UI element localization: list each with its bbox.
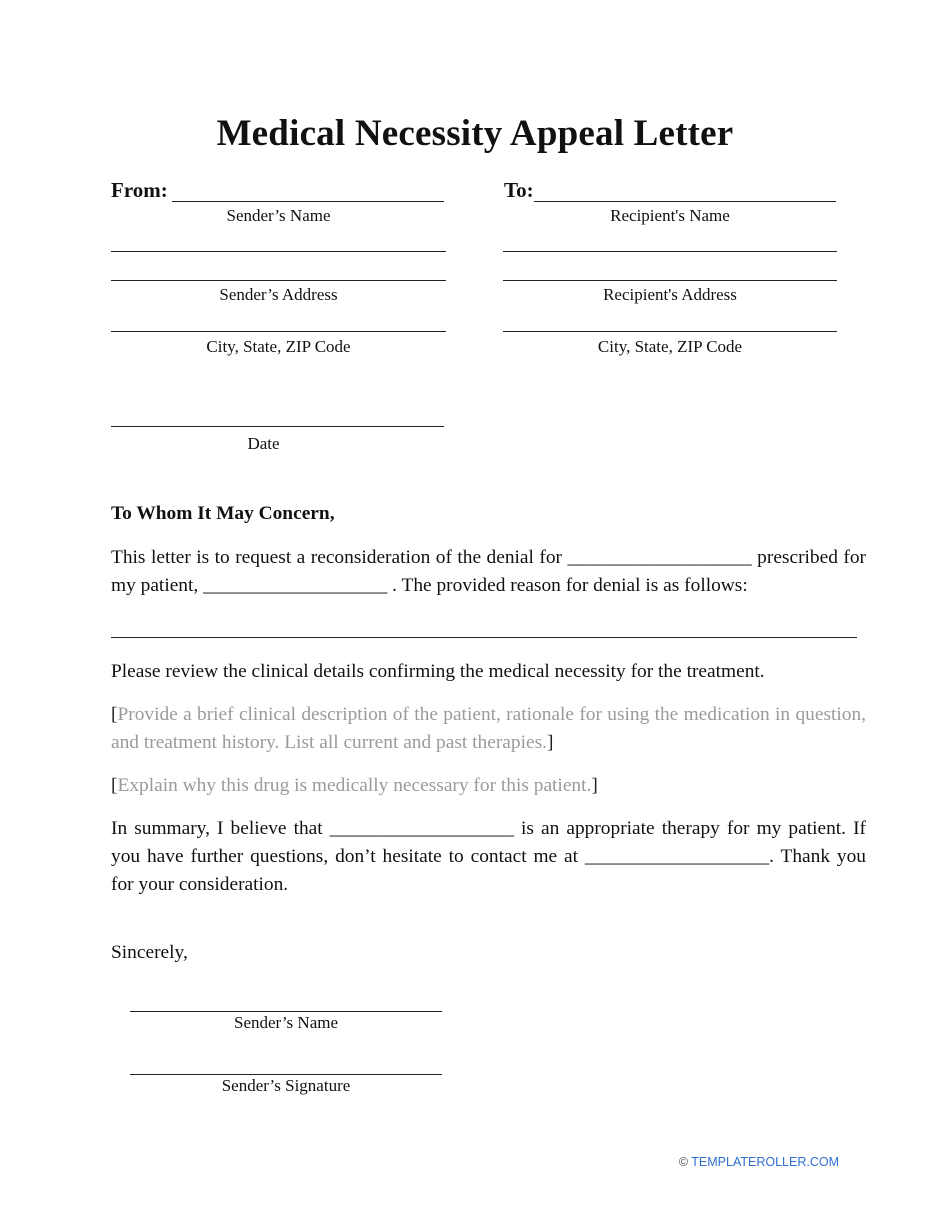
footer [679,1155,839,1169]
recipient-address-caption: Recipient's Address [603,285,737,304]
recipient-name-caption: Recipient's Name [610,206,730,225]
copyright-icon: © [678,1155,689,1169]
placeholder-text: Provide a brief clinical description of the patient, rationale for using the medication in question, and treatment history. List all current and past therapies. [111,704,866,753]
templateroller-link[interactable]: TEMPLATEROLLER.COM [691,1155,839,1169]
signature-name-caption: Sender’s Name [233,1013,339,1032]
date-caption: Date [247,434,280,453]
signature-caption: Sender’s Signature [221,1076,351,1095]
sender-name-line[interactable] [172,201,444,202]
paragraph-denial-request: This letter is to request a reconsideration of the denial for ___________________ prescribed for my patient, ___________________ . The provided reason for denial is as follows: [111,547,866,596]
date-line[interactable] [111,426,444,427]
placeholder-text: Explain why this drug is medically necessary for this patient. [117,775,592,796]
sender-name-caption: Sender’s Name [226,206,331,225]
placeholder-clinical-description [111,701,866,757]
close-bracket: ] [546,732,554,753]
recipient-name-line[interactable] [534,201,836,202]
denial-reason-line[interactable] [111,637,857,638]
paragraph-review-request: Please review the clinical details confirming the medical necessity for the treatment. [111,661,765,682]
open-bracket: [ [111,775,118,796]
document-title: Medical Necessity Appeal Letter [216,113,734,154]
sender-city-caption: City, State, ZIP Code [206,337,351,356]
sender-address-line-1[interactable] [111,251,446,252]
paragraph-summary: In summary, I believe that ___________________ is an appropriate therapy for my patient. If you have further questions, don’t hesitate to contact me at ___________________. Thank you for your consideration. [111,818,866,895]
salutation: To Whom It May Concern, [111,503,335,524]
closing: Sincerely, [111,942,188,963]
sender-city-line[interactable] [111,331,446,332]
recipient-city-line[interactable] [503,331,837,332]
close-bracket: ] [591,775,598,796]
recipient-address-line-2[interactable] [503,280,837,281]
recipient-address-line-1[interactable] [503,251,837,252]
signature-line[interactable] [130,1074,442,1075]
recipient-city-caption: City, State, ZIP Code [597,337,743,356]
sender-address-line-2[interactable] [111,280,446,281]
from-label: From: [111,178,168,202]
open-bracket: [ [111,704,118,725]
placeholder-necessity-explanation [111,772,866,800]
sender-address-caption: Sender’s Address [219,285,338,304]
to-label: To: [504,178,534,202]
signature-name-line[interactable] [130,1011,442,1012]
